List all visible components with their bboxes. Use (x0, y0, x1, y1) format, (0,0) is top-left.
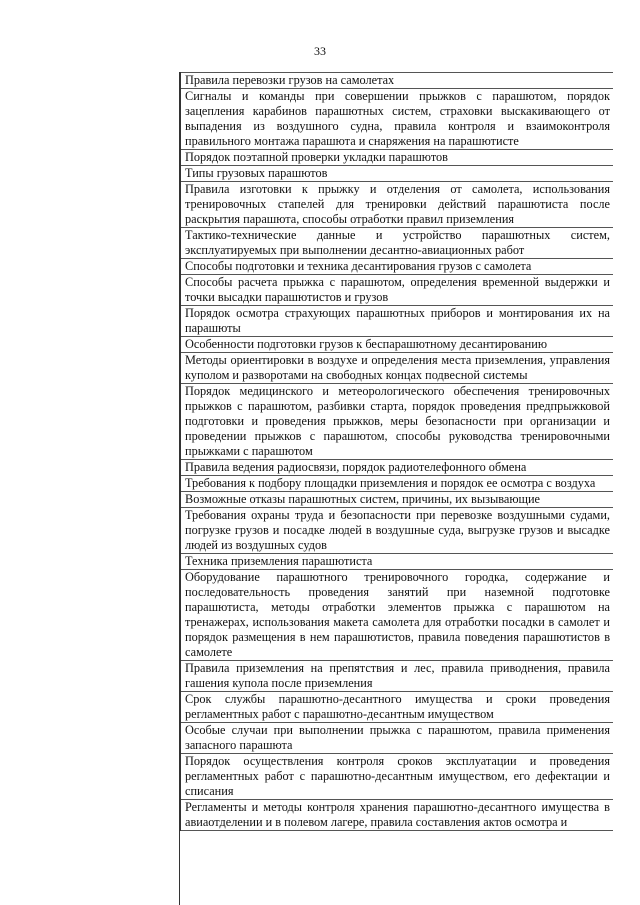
table-row-text: Типы грузовых парашютов (185, 166, 328, 180)
table-row-text: Техника приземления парашютиста (185, 554, 373, 568)
table-row (181, 259, 613, 275)
table-row-text: Оборудование парашютного тренировочного городка, содержание и последовательность проведения занятий при наземной подготовке парашютиста, методы отработки элементов прыжка с парашютом на тренажерах, использования макета самолета для отработки посадки в самолет и порядок размещения в нем парашютистов, правила поведения парашютистов в самолете (185, 570, 610, 659)
table-row-text: Требования к подбору площадки приземления и порядок ее осмотра с воздуха (185, 476, 596, 490)
table-row (181, 384, 613, 460)
table-row-text: Способы расчета прыжка с парашютом, определения временной выдержки и точки высадки парашютистов и грузов (185, 275, 610, 304)
table-row-text: Порядок медицинского и метеорологического обеспечения тренировочных прыжков с парашютом, разбивки старта, порядок проведения предпрыжковой подготовки и проведения прыжков, меры безопасности при организации и проведении прыжков с парашютом, способы руководства тренировочными прыжками с парашютом (185, 384, 610, 458)
table-row (181, 570, 613, 661)
table-row (181, 460, 613, 476)
table-row (181, 228, 613, 259)
table-row (181, 754, 613, 800)
table-row (181, 723, 613, 754)
table-row-text: Порядок поэтапной проверки укладки парашютов (185, 150, 448, 164)
table-row (181, 492, 613, 508)
table-row-text: Правила изготовки к прыжку и отделения от самолета, использования тренировочных стапелей для тренировки действий парашютиста после раскрытия парашюта, способы отработки правил приземления (185, 182, 610, 226)
table-row-text: Регламенты и методы контроля хранения парашютно-десантного имущества в авиаотделении и в полевом лагере, правила составления актов осмотра и (185, 800, 610, 829)
table-row (181, 275, 613, 306)
table-row-text: Правила приземления на препятствия и лес, правила приводнения, правила гашения купола после приземления (185, 661, 610, 690)
table-row-text: Сигналы и команды при совершении прыжков с парашютом, порядок зацепления карабинов парашютных систем, страховки выскакивающего от выпадения из воздушного судна, правила контроля и взаимоконтроля правильного монтажа парашюта и снаряжения на парашютисте (185, 89, 610, 148)
table-row-text: Правила перевозки грузов на самолетах (185, 73, 395, 87)
table-row (181, 554, 613, 570)
table-row (181, 72, 613, 89)
table-row (181, 353, 613, 384)
table-row-text: Правила ведения радиосвязи, порядок радиотелефонного обмена (185, 460, 527, 474)
table-row (181, 661, 613, 692)
table-row-text: Тактико-технические данные и устройство парашютных систем, эксплуатируемых при выполнении десантно-авиационных работ (185, 228, 610, 257)
table-row-text: Особые случаи при выполнении прыжка с парашютом, правила применения запасного парашюта (185, 723, 610, 752)
table-row-text: Требования охраны труда и безопасности при перевозке воздушными судами, погрузке грузов и посадке людей в воздушные суда, выгрузке грузов и высадке людей из воздушных судов (185, 508, 610, 552)
table-row-text: Методы ориентировки в воздухе и определения места приземления, управления куполом и разворотами на свободных концах подвесной системы (185, 353, 610, 382)
table-row-text: Способы подготовки и техника десантирования грузов с самолета (185, 259, 532, 273)
skills-table-column (180, 72, 613, 831)
table-row (181, 337, 613, 353)
table-row (181, 306, 613, 337)
table-row (181, 89, 613, 150)
table-row-text: Особенности подготовки грузов к беспарашютному десантированию (185, 337, 548, 351)
table-row-text: Срок службы парашютно-десантного имущества и сроки проведения регламентных работ с парашютно-десантным имуществом (185, 692, 610, 721)
table-row-text: Возможные отказы парашютных систем, причины, их вызывающие (185, 492, 541, 506)
table-row (181, 800, 613, 831)
table-row (181, 182, 613, 228)
table-row (181, 692, 613, 723)
table-row-text: Порядок осуществления контроля сроков эксплуатации и проведения регламентных работ с парашютно-десантным имуществом, его дефектации и списания (185, 754, 610, 798)
table-row (181, 150, 613, 166)
table-row (181, 508, 613, 554)
table-row (181, 476, 613, 492)
table-row-text: Порядок осмотра страхующих парашютных приборов и монтирования их на парашюты (185, 306, 610, 335)
table-row (181, 166, 613, 182)
page-number: 33 (314, 44, 326, 58)
